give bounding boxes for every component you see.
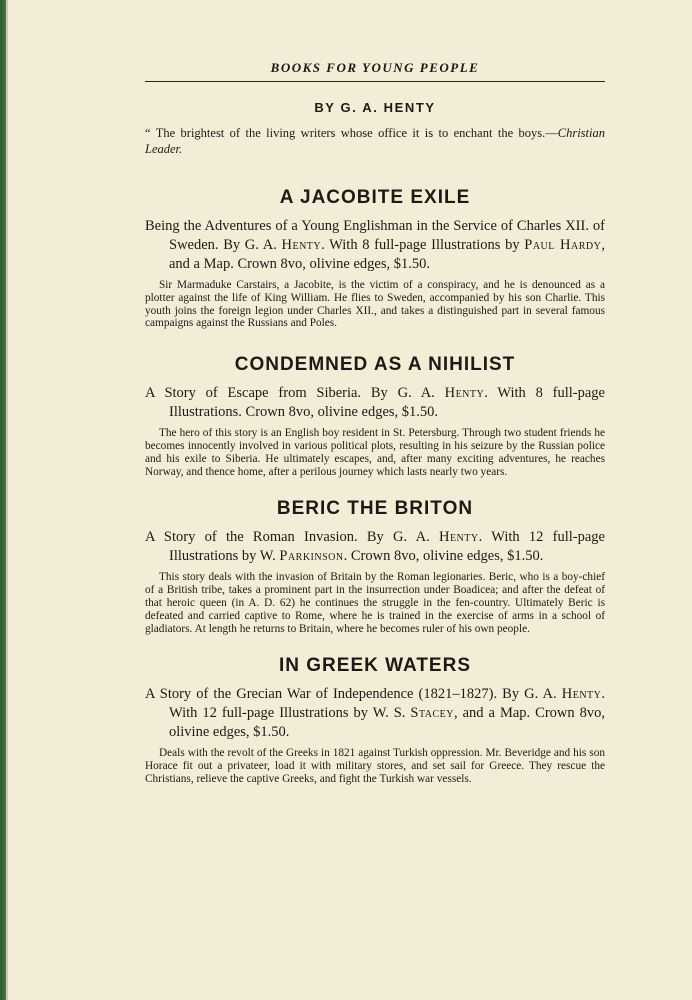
book-spec (145, 528, 605, 566)
page-content (145, 52, 605, 786)
epigraph-source: Christian Leader. (145, 126, 605, 156)
book-description: This story deals with the invasion of Britain by the Roman legionaries. Beric, who is a boy-chief of a British tribe, takes a prominent part in the insurrection under Boadicea; and after the defeat of that heroic queen (in A. D. 62) he continues the struggle in the fen-country. Ultimately Beric is defeated and carried captive to Rome, where he is trained in the exercise of arms in a school of gladiators. At length he returns to Britain, where he becomes ruler of his own people. (145, 571, 605, 635)
spec-text: . With 8 full-page Illustrations by (321, 237, 525, 253)
book-description: The hero of this story is an English boy resident in St. Petersburg. Through two student friends he becomes innocently involved in various political plots, resulting in his seizure by the Russian police and his exile to Siberia. He ultimately escapes, and, after many exciting adventures, he reaches Norway, and thence home, after a perilous journey which lasts nearly two years. (145, 427, 605, 478)
spec-author: Henty (438, 529, 479, 546)
header-rule (145, 81, 605, 82)
book-title: IN GREEK WATERS (279, 655, 471, 677)
book-entry-jacobite-exile (145, 187, 605, 330)
spec-text: . Crown 8vo, olivine edges, $1.50. (343, 548, 544, 565)
spec-author: Henty (444, 385, 485, 402)
spec-author: Henty (281, 237, 322, 253)
book-spec (145, 685, 605, 742)
spec-author: Henty (561, 686, 602, 703)
epigraph (145, 125, 605, 157)
book-spec (145, 384, 605, 422)
spec-text: . With 12 full-page Illustrations by W. (169, 529, 605, 565)
spec-text: Being the Adventures of a Young Englishman in the Service of Charles XII. of Sweden. By G. A. (145, 218, 605, 253)
book-entry-condemned-as-a-nihilist (145, 354, 605, 478)
spec-text: , and a Map. Crown 8vo, olivine edges, $1.50. (169, 705, 605, 741)
book-title: A JACOBITE EXILE (279, 187, 471, 208)
spec-illustrator: Paul Hardy (524, 237, 602, 253)
book-title: CONDEMNED AS A NIHILIST (234, 354, 516, 376)
epigraph-quote: “ The brightest of the living writers whose office it is to enchant the boys.— (145, 126, 558, 140)
book-binding-edge (0, 0, 8, 1000)
spec-text: A Story of Escape from Siberia. By G. A. (145, 385, 445, 402)
book-page (8, 0, 692, 1000)
book-entry-in-greek-waters (145, 655, 605, 785)
book-spec (145, 217, 605, 274)
spec-text: A Story of the Roman Invasion. By G. A. (145, 529, 439, 546)
spec-text: . With 12 full-page Illustrations by W. S. (169, 686, 605, 722)
book-entry-beric-the-briton (145, 498, 605, 635)
spec-illustrator: Parkinson (279, 548, 344, 565)
spec-text: A Story of the Grecian War of Independence (1821–1827). By G. A. (145, 686, 562, 703)
book-description: Deals with the revolt of the Greeks in 1821 against Turkish oppression. Mr. Beveridge and his son Horace fit out a privateer, load it with military stores, and set sail for Greece. They rescue the Christians, relieve the captive Greeks, and fight the Turkish war vessels. (145, 747, 605, 785)
author-heading: BY G. A. HENTY (314, 100, 436, 115)
spec-illustrator: Stacey (410, 705, 454, 722)
running-head: BOOKS FOR YOUNG PEOPLE (270, 60, 480, 75)
spec-text: , and a Map. Crown 8vo, olivine edges, $1.50. (169, 237, 605, 272)
book-description: Sir Marmaduke Carstairs, a Jacobite, is the victim of a conspiracy, and he is denounced as a plotter against the life of King William. He flies to Sweden, accompanied by his son Charlie. This youth joins the foreign legion under Charles XII., and takes a distinguished part in several famous campaigns against the Russians and Poles. (145, 279, 605, 330)
spec-text: . With 8 full-page Illustrations. Crown 8vo, olivine edges, $1.50. (169, 385, 605, 421)
book-title: BERIC THE BRITON (276, 498, 474, 520)
